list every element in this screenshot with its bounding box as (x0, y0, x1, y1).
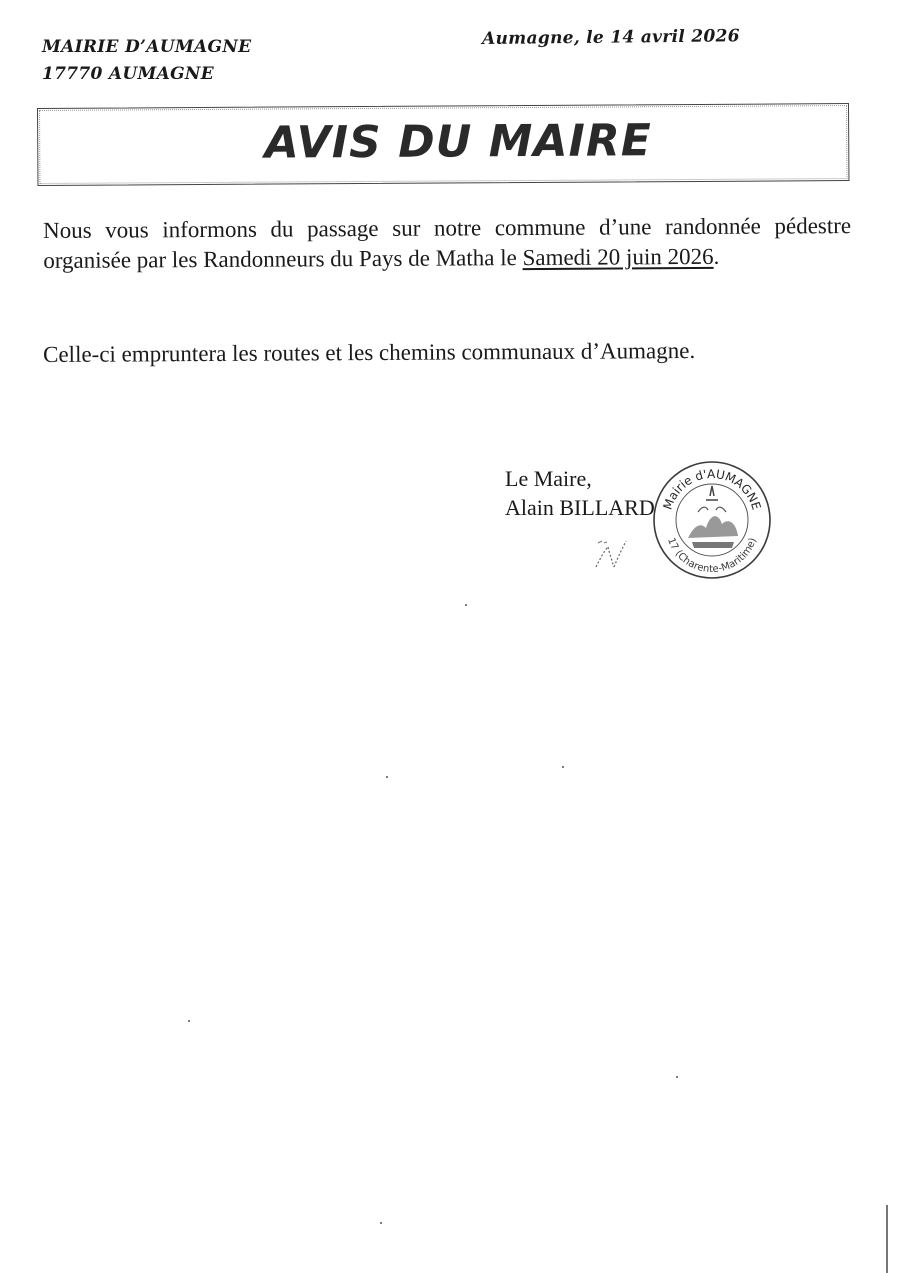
sender-org-name: MAIRIE D’AUMAGNE (42, 37, 252, 57)
letter-date: Aumagne, le 14 avril 2026 (482, 26, 740, 49)
signature-block (505, 464, 655, 522)
scan-speck (188, 1020, 190, 1022)
body-paragraph-1 (43, 211, 851, 276)
scan-speck (562, 766, 564, 768)
handwritten-signature (592, 537, 632, 573)
event-date: Samedi 20 juin 2026 (522, 243, 714, 271)
mairie-stamp-seal (648, 456, 776, 584)
scan-edge-line (886, 1205, 888, 1273)
sender-postcode-city: 17770 AUMAGNE (42, 64, 214, 84)
title-box (37, 103, 849, 186)
scan-speck (386, 776, 388, 778)
svg-text:Mairie d'AUMAGNE: Mairie d'AUMAGNE (660, 466, 764, 512)
sender-block (42, 34, 251, 88)
scan-speck (676, 1076, 678, 1078)
paragraph-end: . (713, 243, 720, 269)
scan-speck (465, 604, 467, 606)
signature-role: Le Maire, (505, 466, 592, 491)
signature-name: Alain BILLARD (505, 495, 655, 520)
body-paragraph-2: Celle-ci empruntera les routes et les chemins communaux d’Aumagne. (43, 338, 696, 367)
page-title: AVIS DU MAIRE (264, 115, 652, 169)
svg-text:17 (Charente-Maritime): 17 (Charente-Maritime) (665, 536, 759, 576)
scan-speck (380, 1222, 382, 1224)
paragraph-text: Nous vous informons du passage sur notre commune d’une randonnée pédestre organisée par les Randonneurs du Pays de Matha le (43, 213, 852, 273)
